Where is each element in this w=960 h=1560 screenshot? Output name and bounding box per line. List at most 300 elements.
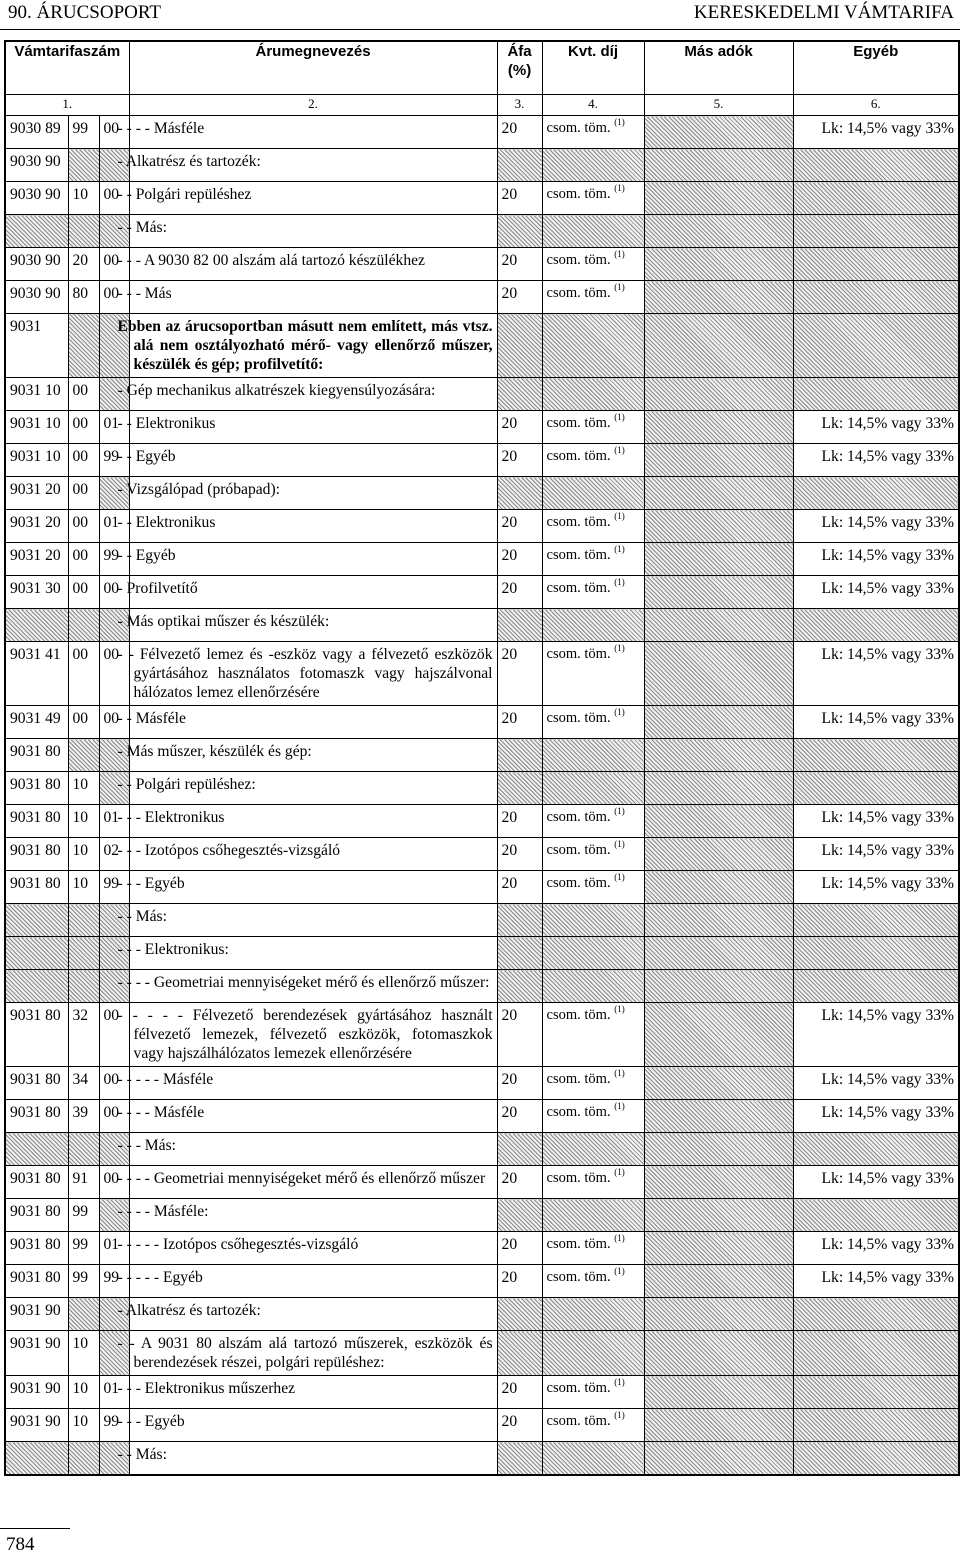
col-number-5: 5. (644, 95, 793, 116)
tariff-code-sub (68, 904, 99, 937)
col-header-description: Árumegnevezés (129, 41, 497, 95)
misc-tax: Lk: 14,5% vagy 33% (793, 871, 959, 904)
item-description: - - - - Másféle: (129, 1199, 497, 1232)
item-description: - - - - - Másféle (129, 1067, 497, 1100)
fee-text: csom. töm. (546, 646, 611, 662)
tariff-code-sub: 00 (68, 510, 99, 543)
environmental-fee (542, 739, 644, 772)
tariff-code-main: 9031 10 (5, 411, 68, 444)
vat-rate: 20 (497, 871, 542, 904)
environmental-fee (542, 116, 644, 149)
tariff-code-sub: 10 (68, 1376, 99, 1409)
fee-text: csom. töm. (546, 1104, 611, 1120)
other-taxes (644, 937, 793, 970)
item-description: - Profilvetítő (129, 576, 497, 609)
tariff-code-sub: 00 (68, 576, 99, 609)
table-row (5, 1298, 959, 1331)
tariff-code-main: 9031 80 (5, 1100, 68, 1133)
environmental-fee (542, 970, 644, 1003)
misc-tax: Lk: 14,5% vagy 33% (793, 411, 959, 444)
other-taxes (644, 609, 793, 642)
tariff-code-sub: 80 (68, 281, 99, 314)
other-taxes (644, 314, 793, 378)
other-taxes (644, 871, 793, 904)
column-number-row (5, 95, 959, 116)
table-row (5, 609, 959, 642)
vat-rate: 20 (497, 1409, 542, 1442)
tariff-code-ext: 01 (99, 1376, 129, 1409)
footnote-marker: (1) (614, 117, 625, 127)
tariff-code-sub (68, 970, 99, 1003)
other-taxes (644, 444, 793, 477)
item-description: - - A 9031 80 alszám alá tartozó műszerek, eszközök és berendezések részei, polgári repüléshez: (129, 1331, 497, 1376)
environmental-fee (542, 1409, 644, 1442)
misc-tax (793, 1376, 959, 1409)
footnote-marker: (1) (614, 1410, 625, 1420)
fee-text: csom. töm. (546, 252, 611, 268)
vat-rate (497, 378, 542, 411)
misc-tax (793, 1409, 959, 1442)
tariff-code-sub (68, 1298, 99, 1331)
tariff-code-sub (68, 149, 99, 182)
footnote-marker: (1) (614, 872, 625, 882)
item-description: - - Polgári repüléshez (129, 182, 497, 215)
tariff-code-main: 9031 10 (5, 378, 68, 411)
table-row (5, 642, 959, 706)
table-row (5, 149, 959, 182)
other-taxes (644, 1232, 793, 1265)
footnote-marker: (1) (614, 577, 625, 587)
vat-rate: 20 (497, 1067, 542, 1100)
environmental-fee (542, 1442, 644, 1476)
tariff-code-main: 9031 80 (5, 805, 68, 838)
footnote-marker: (1) (614, 183, 625, 193)
tariff-code-sub: 99 (68, 116, 99, 149)
vat-rate (497, 1133, 542, 1166)
vat-rate (497, 772, 542, 805)
footnote-marker: (1) (614, 643, 625, 653)
misc-tax: Lk: 14,5% vagy 33% (793, 1232, 959, 1265)
item-description: - - - - - Egyéb (129, 1265, 497, 1298)
other-taxes (644, 248, 793, 281)
tariff-code-sub: 99 (68, 1199, 99, 1232)
fee-text: csom. töm. (546, 186, 611, 202)
tariff-code-main: 9031 49 (5, 706, 68, 739)
item-description: - - Egyéb (129, 444, 497, 477)
misc-tax: Lk: 14,5% vagy 33% (793, 838, 959, 871)
col-number-4: 4. (542, 95, 644, 116)
environmental-fee (542, 444, 644, 477)
tariff-code-sub (68, 314, 99, 378)
misc-tax: Lk: 14,5% vagy 33% (793, 805, 959, 838)
misc-tax (793, 1298, 959, 1331)
vat-rate: 20 (497, 510, 542, 543)
table-row (5, 378, 959, 411)
environmental-fee (542, 1265, 644, 1298)
other-taxes (644, 706, 793, 739)
tariff-code-main: 9031 80 (5, 838, 68, 871)
item-description: - - - - Másféle (129, 1100, 497, 1133)
fee-text: csom. töm. (546, 1071, 611, 1087)
other-taxes (644, 510, 793, 543)
footnote-marker: (1) (614, 1068, 625, 1078)
environmental-fee (542, 576, 644, 609)
other-taxes (644, 1199, 793, 1232)
vat-rate (497, 904, 542, 937)
fee-text: csom. töm. (546, 285, 611, 301)
other-taxes (644, 1409, 793, 1442)
other-taxes (644, 642, 793, 706)
footnote-marker: (1) (614, 839, 625, 849)
misc-tax: Lk: 14,5% vagy 33% (793, 642, 959, 706)
tariff-code-main: 9031 80 (5, 772, 68, 805)
table-row (5, 1166, 959, 1199)
vat-rate: 20 (497, 281, 542, 314)
tariff-code-main: 9031 20 (5, 543, 68, 576)
misc-tax (793, 215, 959, 248)
header-rule (0, 29, 960, 30)
environmental-fee (542, 1067, 644, 1100)
tariff-code-ext: 01 (99, 510, 129, 543)
environmental-fee (542, 1133, 644, 1166)
tariff-code-main: 9031 41 (5, 642, 68, 706)
other-taxes (644, 739, 793, 772)
environmental-fee (542, 1331, 644, 1376)
tariff-code-ext: 00 (99, 576, 129, 609)
misc-tax: Lk: 14,5% vagy 33% (793, 576, 959, 609)
tariff-code-main: 9031 80 (5, 871, 68, 904)
vat-rate (497, 609, 542, 642)
fee-text: csom. töm. (546, 120, 611, 136)
tariff-code-ext: 99 (99, 1409, 129, 1442)
table-row (5, 1265, 959, 1298)
fee-text: csom. töm. (546, 448, 611, 464)
environmental-fee (542, 772, 644, 805)
misc-tax: Lk: 14,5% vagy 33% (793, 1067, 959, 1100)
environmental-fee (542, 805, 644, 838)
fee-text: csom. töm. (546, 415, 611, 431)
item-description: - - - Elektronikus: (129, 937, 497, 970)
tariff-code-main: 9031 80 (5, 1232, 68, 1265)
tariff-code-main: 9031 20 (5, 510, 68, 543)
tariff-code-ext: 00 (99, 1100, 129, 1133)
environmental-fee (542, 510, 644, 543)
tariff-code-sub: 91 (68, 1166, 99, 1199)
table-row (5, 1232, 959, 1265)
footer-rule (0, 1528, 70, 1529)
tariff-code-main (5, 609, 68, 642)
footnote-marker: (1) (614, 1004, 625, 1014)
tariff-code-main: 9030 89 (5, 116, 68, 149)
misc-tax (793, 477, 959, 510)
vat-rate: 20 (497, 1265, 542, 1298)
vat-rate: 20 (497, 1232, 542, 1265)
tariff-code-main: 9031 80 (5, 1003, 68, 1067)
fee-text: csom. töm. (546, 1007, 611, 1023)
environmental-fee (542, 477, 644, 510)
item-description: - Gép mechanikus alkatrészek kiegyensúlyozására: (129, 378, 497, 411)
table-row (5, 772, 959, 805)
environmental-fee (542, 1199, 644, 1232)
vat-rate (497, 1298, 542, 1331)
other-taxes (644, 477, 793, 510)
vat-rate: 20 (497, 444, 542, 477)
footnote-marker: (1) (614, 412, 625, 422)
vat-rate: 20 (497, 642, 542, 706)
footnote-marker: (1) (614, 282, 625, 292)
chapter-title: 90. ÁRUCSOPORT (8, 2, 162, 23)
table-row (5, 1331, 959, 1376)
vat-rate (497, 937, 542, 970)
footnote-marker: (1) (614, 1101, 625, 1111)
vat-rate: 20 (497, 411, 542, 444)
environmental-fee (542, 149, 644, 182)
table-row (5, 1376, 959, 1409)
table-row (5, 510, 959, 543)
environmental-fee (542, 642, 644, 706)
environmental-fee (542, 378, 644, 411)
table-row (5, 970, 959, 1003)
tariff-code-sub: 99 (68, 1232, 99, 1265)
tariff-code-main: 9031 80 (5, 1166, 68, 1199)
other-taxes (644, 215, 793, 248)
col-number-3: 3. (497, 95, 542, 116)
tariff-code-sub: 10 (68, 838, 99, 871)
tariff-code-sub: 32 (68, 1003, 99, 1067)
tariff-code-main: 9030 90 (5, 281, 68, 314)
item-description: - - Polgári repüléshez: (129, 772, 497, 805)
misc-tax (793, 937, 959, 970)
fee-text: csom. töm. (546, 1413, 611, 1429)
item-description: - Alkatrész és tartozék: (129, 149, 497, 182)
fee-text: csom. töm. (546, 710, 611, 726)
publication-title: KERESKEDELMI VÁMTARIFA (693, 2, 954, 23)
page-number: 784 (6, 1534, 35, 1555)
vat-rate: 20 (497, 1003, 542, 1067)
tariff-code-ext: 00 (99, 1003, 129, 1067)
table-row (5, 904, 959, 937)
environmental-fee (542, 411, 644, 444)
table-row (5, 1409, 959, 1442)
tariff-code-main: 9031 30 (5, 576, 68, 609)
tariff-code-ext: 99 (99, 1265, 129, 1298)
tariff-code-ext: 99 (99, 871, 129, 904)
tariff-code-ext: 01 (99, 411, 129, 444)
other-taxes (644, 805, 793, 838)
other-taxes (644, 1265, 793, 1298)
tariff-code-sub: 10 (68, 182, 99, 215)
fee-text: csom. töm. (546, 1170, 611, 1186)
environmental-fee (542, 215, 644, 248)
environmental-fee (542, 1298, 644, 1331)
tariff-code-ext: 01 (99, 1232, 129, 1265)
item-description: - - - A 9030 82 00 alszám alá tartozó készülékhez (129, 248, 497, 281)
table-row (5, 838, 959, 871)
col-number-2: 2. (129, 95, 497, 116)
vat-rate: 20 (497, 248, 542, 281)
col-header-tariff-number: Vámtarifaszám (5, 41, 129, 95)
environmental-fee (542, 248, 644, 281)
misc-tax: Lk: 14,5% vagy 33% (793, 116, 959, 149)
vat-rate: 20 (497, 576, 542, 609)
tariff-code-main (5, 1133, 68, 1166)
item-description: - - Elektronikus (129, 411, 497, 444)
other-taxes (644, 772, 793, 805)
table-row (5, 739, 959, 772)
tariff-code-sub: 00 (68, 477, 99, 510)
tariff-code-ext: 00 (99, 1166, 129, 1199)
footnote-marker: (1) (614, 1167, 625, 1177)
table-row (5, 1199, 959, 1232)
item-description: - - Más: (129, 1442, 497, 1476)
tariff-code-main (5, 937, 68, 970)
environmental-fee (542, 1232, 644, 1265)
misc-tax (793, 970, 959, 1003)
vat-rate (497, 314, 542, 378)
misc-tax: Lk: 14,5% vagy 33% (793, 1265, 959, 1298)
misc-tax (793, 1133, 959, 1166)
item-description: - - Más: (129, 215, 497, 248)
tariff-code-ext: 02 (99, 838, 129, 871)
col-header-environmental-fee: Kvt. díj (542, 41, 644, 95)
other-taxes (644, 1133, 793, 1166)
environmental-fee (542, 904, 644, 937)
footnote-marker: (1) (614, 707, 625, 717)
item-description: - - Félvezető lemez és -eszköz vagy a félvezető eszközök gyártásához használatos fotomaszk vagy hajszálvonal hálózatos lemez ellenőrzésére (129, 642, 497, 706)
tariff-code-sub (68, 1442, 99, 1476)
tariff-code-sub: 20 (68, 248, 99, 281)
table-row (5, 1003, 959, 1067)
vat-rate (497, 739, 542, 772)
tariff-code-ext: 00 (99, 642, 129, 706)
footnote-marker: (1) (614, 249, 625, 259)
tariff-code-sub: 00 (68, 411, 99, 444)
other-taxes (644, 1331, 793, 1376)
tariff-code-main (5, 1442, 68, 1476)
vat-rate: 20 (497, 543, 542, 576)
table-row (5, 281, 959, 314)
item-description: - - - Más: (129, 1133, 497, 1166)
tariff-code-ext: 99 (99, 543, 129, 576)
misc-tax (793, 904, 959, 937)
tariff-code-main (5, 970, 68, 1003)
misc-tax (793, 314, 959, 378)
vat-rate (497, 970, 542, 1003)
environmental-fee (542, 281, 644, 314)
tariff-code-main: 9031 90 (5, 1298, 68, 1331)
vat-rate: 20 (497, 1100, 542, 1133)
table-row (5, 1442, 959, 1476)
tariff-code-main: 9031 90 (5, 1376, 68, 1409)
vat-rate: 20 (497, 182, 542, 215)
fee-text: csom. töm. (546, 547, 611, 563)
col-header-other-taxes: Más adók (644, 41, 793, 95)
fee-text: csom. töm. (546, 809, 611, 825)
misc-tax: Lk: 14,5% vagy 33% (793, 1166, 959, 1199)
table-row (5, 871, 959, 904)
tariff-code-sub: 10 (68, 871, 99, 904)
other-taxes (644, 1100, 793, 1133)
item-description: - - - - Geometriai mennyiségeket mérő és ellenőrző műszer (129, 1166, 497, 1199)
tariff-code-sub: 00 (68, 706, 99, 739)
misc-tax: Lk: 14,5% vagy 33% (793, 706, 959, 739)
tariff-code-ext: 00 (99, 706, 129, 739)
item-description: - - - Egyéb (129, 1409, 497, 1442)
table-row (5, 477, 959, 510)
col-header-misc: Egyéb (793, 41, 959, 95)
tariff-code-sub (68, 739, 99, 772)
other-taxes (644, 281, 793, 314)
tariff-code-ext: 01 (99, 805, 129, 838)
tariff-code-main: 9031 20 (5, 477, 68, 510)
table-row (5, 576, 959, 609)
fee-text: csom. töm. (546, 1269, 611, 1285)
misc-tax: Lk: 14,5% vagy 33% (793, 444, 959, 477)
vat-rate (497, 149, 542, 182)
other-taxes (644, 1166, 793, 1199)
table-row (5, 314, 959, 378)
vat-rate (497, 1199, 542, 1232)
table-row (5, 1100, 959, 1133)
other-taxes (644, 1298, 793, 1331)
other-taxes (644, 1067, 793, 1100)
tariff-code-sub: 00 (68, 642, 99, 706)
misc-tax (793, 248, 959, 281)
footnote-marker: (1) (614, 544, 625, 554)
tariff-code-main: 9031 90 (5, 1409, 68, 1442)
misc-tax (793, 182, 959, 215)
item-description: - Más műszer, készülék és gép: (129, 739, 497, 772)
other-taxes (644, 182, 793, 215)
col-header-vat: Áfa (%) (497, 41, 542, 95)
environmental-fee (542, 543, 644, 576)
misc-tax (793, 739, 959, 772)
misc-tax (793, 772, 959, 805)
table-row (5, 411, 959, 444)
fee-text: csom. töm. (546, 875, 611, 891)
table-row (5, 444, 959, 477)
footnote-marker: (1) (614, 1233, 625, 1243)
other-taxes (644, 1376, 793, 1409)
footnote-marker: (1) (614, 806, 625, 816)
item-description: - - Elektronikus (129, 510, 497, 543)
tariff-code-sub (68, 609, 99, 642)
tariff-code-sub (68, 1133, 99, 1166)
tariff-code-sub: 10 (68, 805, 99, 838)
item-description: - - Másféle (129, 706, 497, 739)
item-description: - Alkatrész és tartozék: (129, 1298, 497, 1331)
table-row (5, 1067, 959, 1100)
footnote-marker: (1) (614, 445, 625, 455)
tariff-code-sub: 99 (68, 1265, 99, 1298)
tariff-code-sub: 00 (68, 378, 99, 411)
other-taxes (644, 1003, 793, 1067)
misc-tax: Lk: 14,5% vagy 33% (793, 510, 959, 543)
footnote-marker: (1) (614, 1377, 625, 1387)
vat-rate: 20 (497, 1166, 542, 1199)
col-number-6: 6. (793, 95, 959, 116)
other-taxes (644, 378, 793, 411)
tariff-code-sub: 10 (68, 1409, 99, 1442)
item-description: - - - Elektronikus műszerhez (129, 1376, 497, 1409)
item-description: - - - Egyéb (129, 871, 497, 904)
item-description: - - - - Másféle (129, 116, 497, 149)
tariff-code-main: 9030 90 (5, 248, 68, 281)
footnote-marker: (1) (614, 511, 625, 521)
table-row (5, 116, 959, 149)
tariff-code-main (5, 904, 68, 937)
tariff-code-main: 9031 (5, 314, 68, 378)
